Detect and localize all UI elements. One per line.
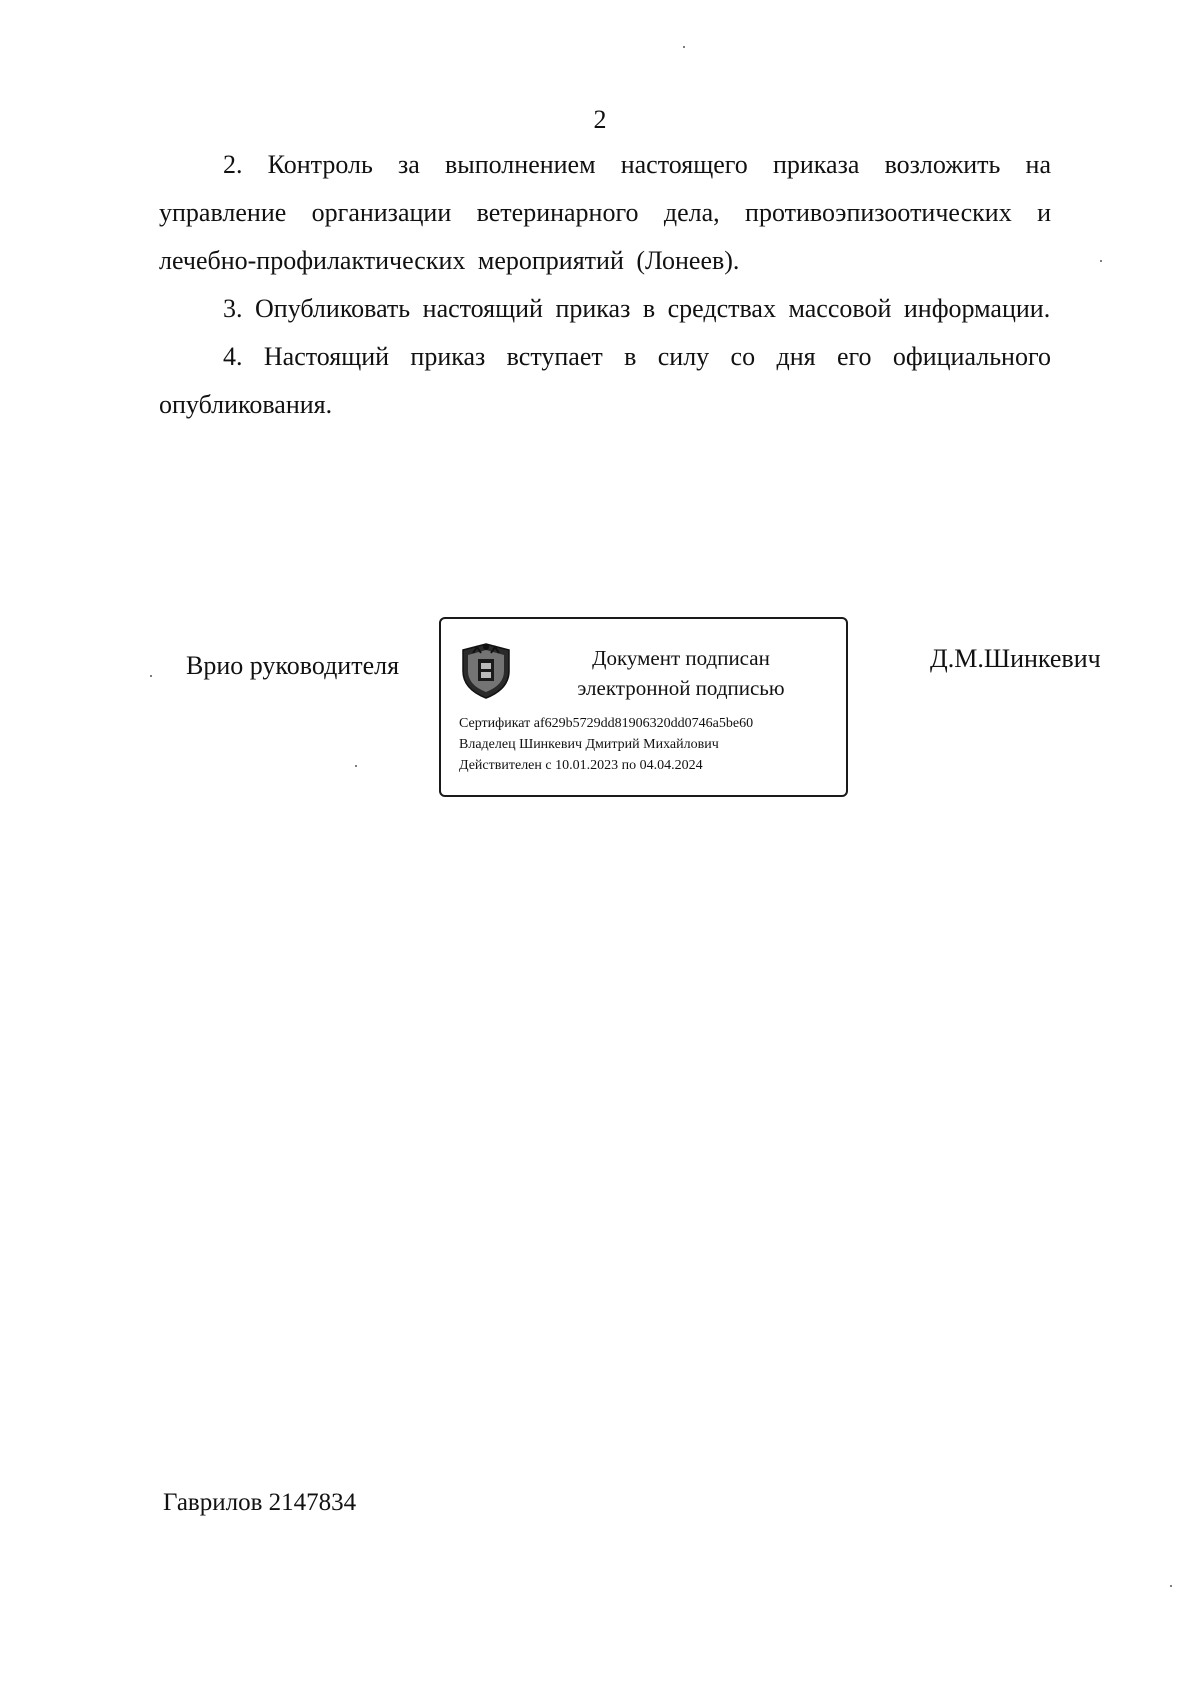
scan-speck <box>355 765 357 767</box>
scan-speck <box>1100 260 1102 262</box>
stamp-certificate: Сертификат af629b5729dd81906320dd0746a5be60 <box>459 716 754 731</box>
stamp-validity: Действителен с 10.01.2023 по 04.04.2024 <box>459 758 703 773</box>
signatory-title: Врио руководителя <box>186 651 400 680</box>
coat-of-arms-icon <box>459 641 513 701</box>
stamp-heading-line2: электронной подписью <box>577 676 785 700</box>
paragraph-item-2: 2. Контроль за выполнением настоящего приказа возложить на управление организации ветеринарного дела, противоэпизоотических и лечебно-профилактических мероприятий (Лонеев). <box>159 150 1051 275</box>
stamp-owner: Владелец Шинкевич Дмитрий Михайлович <box>459 737 719 752</box>
paragraph-item-3: 3. Опубликовать настоящий приказ в средствах массовой информации. <box>223 294 1051 323</box>
scan-speck <box>683 46 685 48</box>
electronic-signature-stamp <box>439 617 848 797</box>
page-number: 2 <box>593 105 607 134</box>
signatory-name: Д.М.Шинкевич <box>930 644 1101 673</box>
scan-speck <box>1170 1585 1172 1587</box>
order-body <box>159 141 1051 429</box>
stamp-heading-line1: Документ подписан <box>592 646 770 670</box>
scan-speck <box>150 675 152 677</box>
executor-contact: Гаврилов 2147834 <box>163 1489 357 1516</box>
paragraph-item-4: 4. Настоящий приказ вступает в силу со дня его официального опубликования. <box>159 342 1051 419</box>
